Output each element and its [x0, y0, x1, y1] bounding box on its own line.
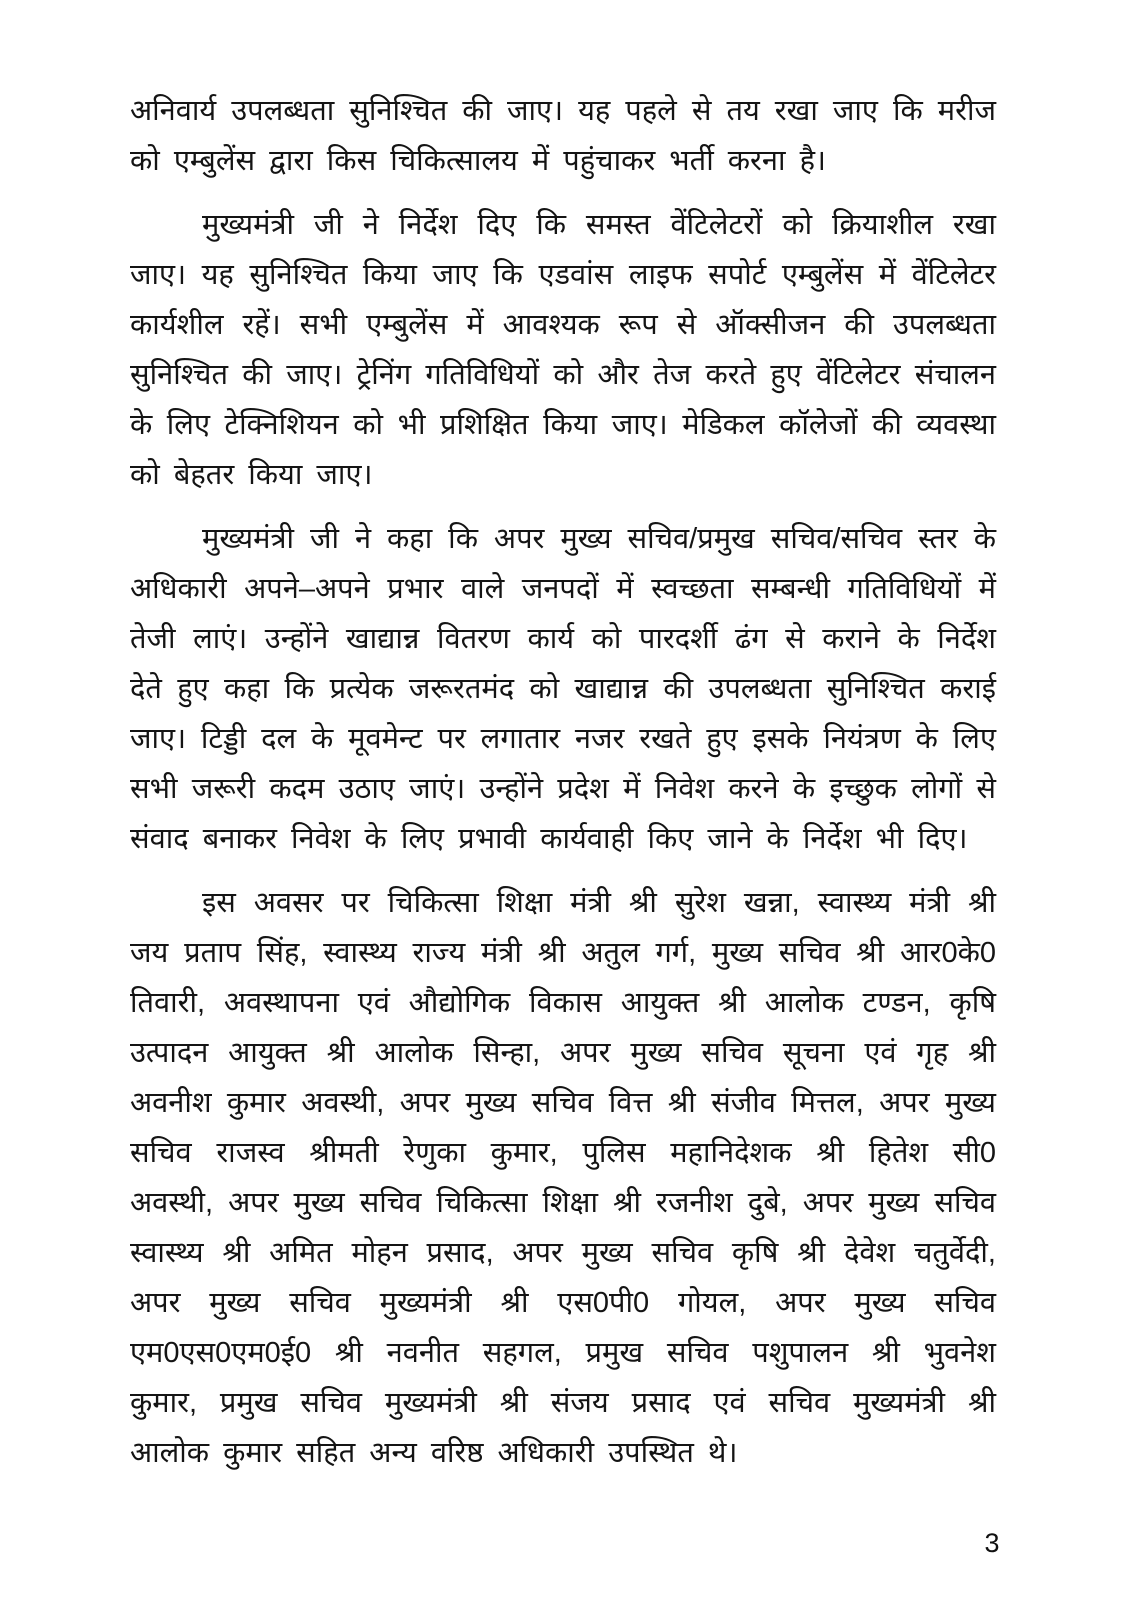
paragraph: मुख्यमंत्री जी ने निर्देश दिए कि समस्त वेंटिलेटरों को क्रियाशील रखा जाए। यह सुनिश्चित किया जाए कि एडवांस लाइफ सपोर्ट एम्बुलेंस में वेंटिलेटर कार्यशील रहें। सभी एम्बुलेंस में आवश्यक रूप से ऑक्सीजन की उपलब्धता सुनिश्चित की जाए। ट्रेनिंग गतिविधियों को और तेज करते हुए वेंटिलेटर संचालन के लिए टेक्निशियन को भी प्रशिक्षित किया जाए। मेडिकल कॉलेजों की व्यवस्था को बेहतर किया जाए।	[130, 209, 996, 491]
paragraph: मुख्यमंत्री जी ने कहा कि अपर मुख्य सचिव/प्रमुख सचिव/सचिव स्तर के अधिकारी अपने–अपने प्रभार वाले जनपदों में स्वच्छता सम्बन्धी गतिविधियों में तेजी लाएं। उन्होंने खाद्यान्न वितरण कार्य को पारदर्शी ढंग से कराने के निर्देश देते हुए कहा कि प्रत्येक जरूरतमंद को खाद्यान्न की उपलब्धता सुनिश्चित कराई जाए। टिड्डी दल के मूवमेन्ट पर लगातार नजर रखते हुए इसके नियंत्रण के लिए सभी जरूरी कदम उठाए जाएं। उन्होंने प्रदेश में निवेश करने के इच्छुक लोगों से संवाद बनाकर निवेश के लिए प्रभावी कार्यवाही किए जाने के निर्देश भी दिए।	[130, 523, 996, 855]
paragraph: इस अवसर पर चिकित्सा शिक्षा मंत्री श्री सुरेश खन्ना, स्वास्थ्य मंत्री श्री जय प्रताप सिंह, स्वास्थ्य राज्य मंत्री श्री अतुल गर्ग, मुख्य सचिव श्री आर0के0 तिवारी, अवस्थापना एवं औद्योगिक विकास आयुक्त श्री आलोक टण्डन, कृषि उत्पादन आयुक्त श्री आलोक सिन्हा, अपर मुख्य सचिव सूचना एवं गृह श्री अवनीश कुमार अवस्थी, अपर मुख्य सचिव वित्त श्री संजीव मित्तल, अपर मुख्य सचिव राजस्व श्रीमती रेणुका कुमार, पुलिस महानिदेशक श्री हितेश सी0 अवस्थी, अपर मुख्य सचिव चिकित्सा शिक्षा श्री रजनीश दुबे, अपर मुख्य सचिव स्वास्थ्य श्री अमित मोहन प्रसाद, अपर मुख्य सचिव कृषि श्री देवेश चतुर्वेदी, अपर मुख्य सचिव मुख्यमंत्री श्री एस0पी0 गोयल, अपर मुख्य सचिव एम0एस0एम0ई0 श्री नवनीत सहगल, प्रमुख सचिव पशुपालन श्री भुवनेश कुमार, प्रमुख सचिव मुख्यमंत्री श्री संजय प्रसाद एवं सचिव मुख्यमंत्री श्री आलोक कुमार सहित अन्य वरिष्ठ अधिकारी उपस्थित थे।	[130, 887, 996, 1469]
page-number: 3	[984, 1528, 1000, 1558]
paragraph: अनिवार्य उपलब्धता सुनिश्चित की जाए। यह पहले से तय रखा जाए कि मरीज को एम्बुलेंस द्वारा किस चिकित्सालय में पहुंचाकर भर्ती करना है।	[130, 95, 996, 177]
document-body	[130, 86, 996, 1492]
